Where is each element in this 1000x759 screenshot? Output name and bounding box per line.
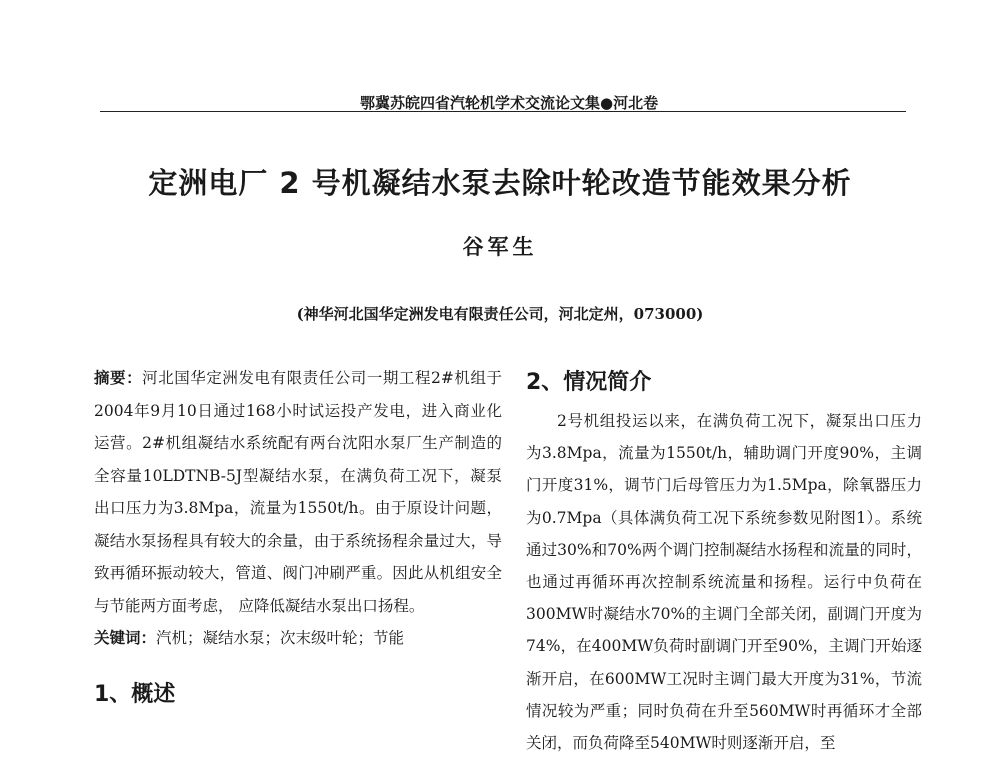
abstract-label: 摘要： [94,369,143,387]
section-2-heading: 2、情况简介 [526,370,652,395]
abstract [94,362,502,622]
paper-title: 定洲电厂 2 号机凝结水泵去除叶轮改造节能效果分析 [148,166,852,201]
author-name: 谷军生 [462,235,538,259]
section-2-paragraph: 2号机组投运以来，在满负荷工况下，凝泵出口压力为3.8Mpa，流量为1550t/h，辅助调门开度90%，主调门开度31%，调节门后母管压力为1.5Mpa，除氧器压力为0.7Mpa（具体满负荷工况下系统参数见附图1）。系统通过30%和70%两个调门控制凝结水扬程和流量的同时，也通过再循环再次控制系统流量和扬程。运行中负荷在300MW时凝结水70%的主调门全部关闭，副调门开度为74%，在400MW负荷时副调门开至90%，主调门开始逐渐开启，在600MW工况时主调门最大开度为31%，节流情况较为严重；同时负荷在升至560MW时再循环才全部关闭，而负荷降至540MW时则逐渐开启，至 [526,412,922,753]
keywords-text: 汽机；凝结水泵；次末级叶轮；节能 [156,629,405,647]
abstract-text: 河北国华定洲发电有限责任公司一期工程2#机组于2004年9月10日通过168小时试运投产发电，进入商业化运营。2#机组凝结水系统配有两台沈阳水泵厂生产制造的全容量10LDTNB-5J型凝结水泵，在满负荷工况下，凝泵出口压力为3.8Mpa，流量为1550t/h。由于原设计问题，凝结水泵扬程具有较大的余量，由于系统扬程余量过大，导致再循环振动较大，管道、阀门冲刷严重。因此从机组安全与节能两方面考虑， 应降低凝结水泵出口扬程。 [94,369,502,615]
right-column [526,362,922,759]
keywords-label: 关键词： [94,629,157,647]
header-rule [100,111,906,112]
author-affiliation: (神华河北国华定洲发电有限责任公司，河北定州，073000) [296,305,704,323]
keywords [94,622,502,655]
journal-header: 鄂冀苏皖四省汽轮机学术交流论文集●河北卷 [360,94,659,112]
section-1-heading: 1、概述 [94,681,176,707]
left-column [94,362,502,708]
